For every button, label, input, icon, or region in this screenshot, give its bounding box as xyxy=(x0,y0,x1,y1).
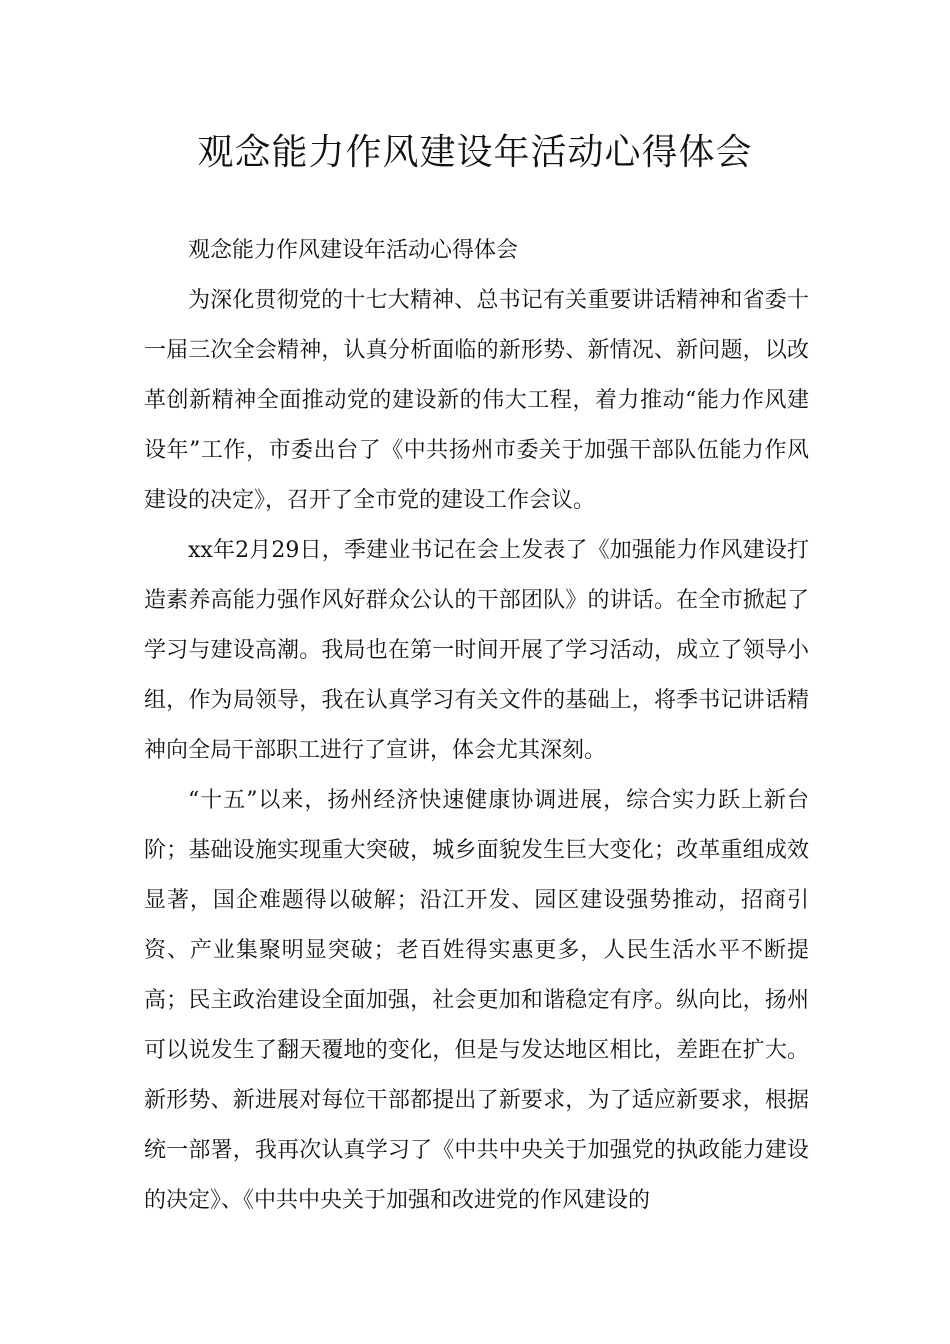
paragraph-3: “十五”以来，扬州经济快速健康协调进展，综合实力跃上新台阶；基础设施实现重大突破，城乡面貌发生巨大变化；改革重组成效显著，国企难题得以破解；沿江开发、园区建设强势推动，招商引资、产业集聚明显突破；老百姓得实惠更多，人民生活水平不断提高；民主政治建设全面加强，社会更加和谐稳定有序。纵向比，扬州可以说发生了翻天覆地的变化，但是与发达地区相比，差距在扩大。新形势、新进展对每位干部都提出了新要求，为了适应新要求，根据统一部署，我再次认真学习了《中共中央关于加强党的执政能力建设的决定》、《中共中央关于加强和改进党的作风建设的 xyxy=(144,788,809,1213)
document-title: 观念能力作风建设年活动心得体会 xyxy=(197,132,753,173)
document-body xyxy=(144,226,809,1226)
paragraph-2: xx年2月29日，季建业书记在会上发表了《加强能力作风建设打造素养高能力强作风好群众公认的干部团队》的讲话。在全市掀起了学习与建设高潮。我局也在第一时间开展了学习活动，成立了领导小组，作为局领导，我在认真学习有关文件的基础上，将季书记讲话精神向全局干部职工进行了宣讲，体会尤其深刻。 xyxy=(144,538,809,763)
paragraph-subtitle: 观念能力作风建设年活动心得体会 xyxy=(188,238,519,263)
paragraph-1: 为深化贯彻党的十七大精神、总书记有关重要讲话精神和省委十一届三次全会精神，认真分析面临的新形势、新情况、新问题，以改革创新精神全面推动党的建设新的伟大工程，着力推动“能力作风建设年”工作，市委出台了《中共扬州市委关于加强干部队伍能力作风建设的决定》，召开了全市党的建设工作会议。 xyxy=(144,288,809,513)
